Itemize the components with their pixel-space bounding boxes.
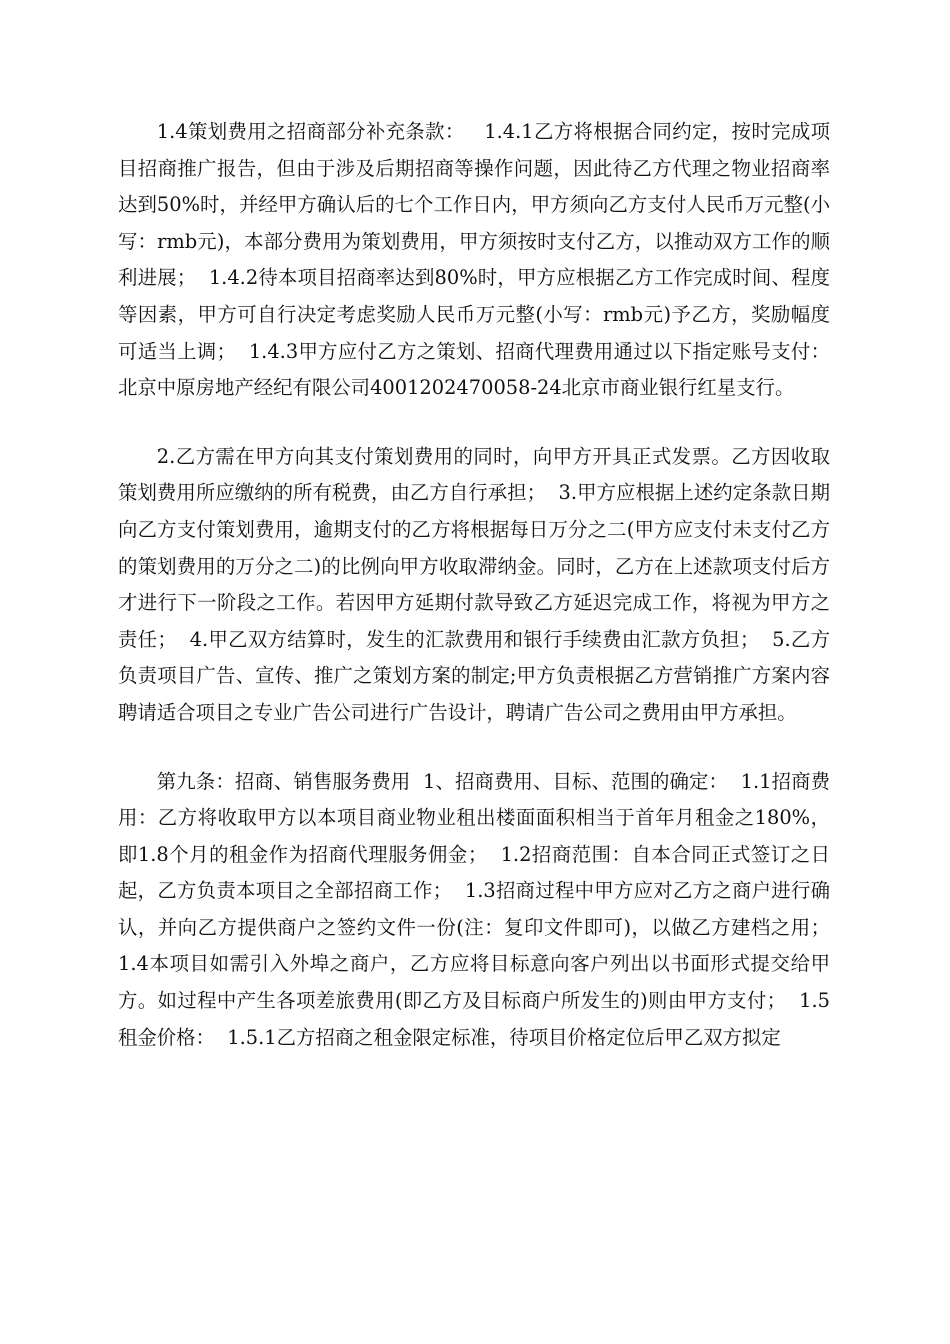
paragraph-invoice-and-payment-terms: 2.乙方需在甲方向其支付策划费用的同时，向甲方开具正式发票。乙方因收取策划费用所应缴纳的所有税费，由乙方自行承担； 3.甲方应根据上述约定条款日期向乙方支付策划费用，逾期支付的乙方将根据每日万分之二(甲方应支付未支付乙方的策划费用的万分之二)的比例向甲方收取滞纳金。同时，乙方在上述款项支付后方才进行下一阶段之工作。若因甲方延期付款导致乙方延迟完成工作，将视为甲方之责任； 4.甲乙双方结算时，发生的汇款费用和银行手续费由汇款方负担； 5.乙方负责项目广告、宣传、推广之策划方案的制定;甲方负责根据乙方营销推广方案内容聘请适合项目之专业广告公司进行广告设计，聘请广告公司之费用由甲方承担。 (118, 444, 830, 724)
paragraph-planning-fee-supplement: 1.4策划费用之招商部分补充条款： 1.4.1乙方将根据合同约定，按时完成项目招商推广报告，但由于涉及后期招商等操作问题，因此待乙方代理之物业招商率达到50%时，并经甲方确认后的七个工作日内，甲方须向乙方支付人民币万元整(小写：rmb元)，本部分费用为策划费用，甲方须按时支付乙方，以推动双方工作的顺利进展； 1.4.2待本项目招商率达到80%时，甲方应根据乙方工作完成时间、程度等因素，甲方可自行决定考虑奖励人民币万元整(小写：rmb元)予乙方，奖励幅度可适当上调； 1.4.3甲方应付乙方之策划、招商代理费用通过以下指定账号支付：北京中原房地产经纪有限公司4001202470058-24北京市商业银行红星支行。 (118, 120, 830, 400)
paragraph-article-nine-leasing-fees: 第九条：招商、销售服务费用 1、招商费用、目标、范围的确定： 1.1招商费用：乙方将收取甲方以本项目商业物业租出楼面面积相当于首年月租金之180%，即1.8个月的租金作为招商代理服务佣金； 1.2招商范围：自本合同正式签订之日起，乙方负责本项目之全部招商工作； 1.3招商过程中甲方应对乙方之商户进行确认，并向乙方提供商户之签约文件一份(注：复印文件即可)，以做乙方建档之用； 1.4本项目如需引入外埠之商户，乙方应将目标意向客户列出以书面形式提交给甲方。如过程中产生各项差旅费用(即乙方及目标商户所发生的)则由甲方支付； 1.5租金价格： 1.5.1乙方招商之租金限定标准，待项目价格定位后甲乙双方拟定 (118, 769, 843, 1049)
document-page (118, 114, 843, 1056)
